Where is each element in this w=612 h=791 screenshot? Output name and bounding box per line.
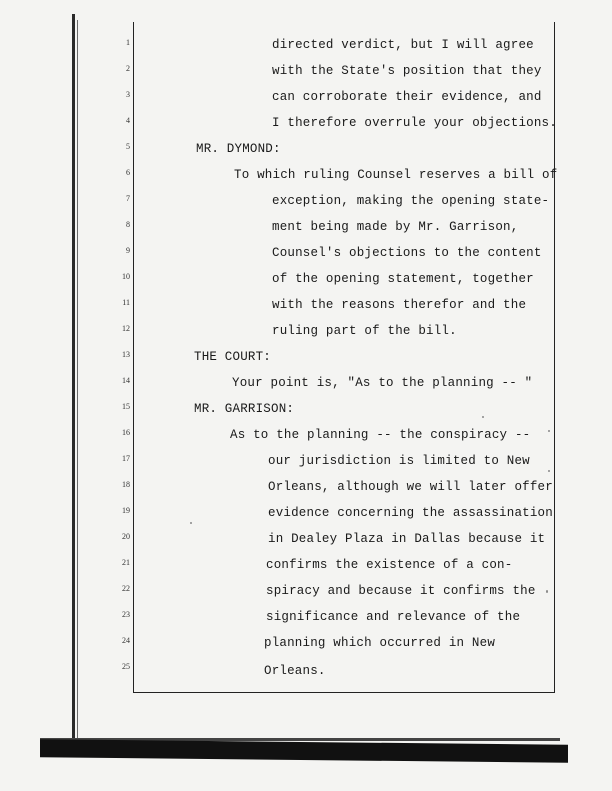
speaker-label: THE COURT: [194,350,272,364]
transcript-line: our jurisdiction is limited to New [268,454,530,468]
scan-speck [482,416,484,418]
transcript-line: I therefore overrule your objections. [272,116,557,130]
line-number: 23 [122,610,130,619]
line-number: 8 [126,220,130,229]
line-number: 9 [126,246,130,255]
line-number: 19 [122,506,130,515]
line-number: 16 [122,428,130,437]
line-number: 20 [122,532,130,541]
line-number: 7 [126,194,130,203]
transcript-line: To which ruling Counsel reserves a bill of [234,168,558,182]
bottom-edge-bar [40,739,568,763]
line-number: 17 [122,454,130,463]
transcript-line: Counsel's objections to the content [272,246,542,260]
left-margin-rule-inner [77,20,78,740]
transcript-line: ment being made by Mr. Garrison, [272,220,519,234]
line-number: 11 [122,298,130,307]
transcript-line: with the reasons therefor and the [272,298,527,312]
transcript-line: with the State's position that they [272,64,542,78]
speaker-label: MR. DYMOND: [196,142,281,156]
line-number: 18 [122,480,130,489]
transcript-line: Orleans, although we will later offer [268,480,553,494]
line-number: 6 [126,168,130,177]
line-number: 15 [122,402,130,411]
transcript-line: planning which occurred in New [264,636,496,650]
transcript-line: of the opening statement, together [272,272,534,286]
line-number: 1 [126,38,130,47]
transcript-line: spiracy and because it confirms the [266,584,536,598]
line-number: 3 [126,90,130,99]
speaker-label: MR. GARRISON: [194,402,295,416]
transcript-line: confirms the existence of a con- [266,558,513,572]
line-number: 5 [126,142,130,151]
line-number: 14 [122,376,130,385]
line-number: 2 [126,64,130,73]
transcript-line: in Dealey Plaza in Dallas because it [268,532,546,546]
line-number: 21 [122,558,130,567]
transcript-line: Your point is, "As to the planning -- " [232,376,533,390]
line-number: 22 [122,584,130,593]
scan-speck [546,590,548,593]
transcript-line: evidence concerning the assassination [268,506,553,520]
transcript-line: Orleans. [264,664,326,678]
transcript-line: ruling part of the bill. [272,324,457,338]
line-number: 10 [122,272,130,281]
line-number: 13 [122,350,130,359]
left-margin-rule [72,14,75,744]
line-number: 25 [122,662,130,671]
transcript-line: significance and relevance of the [266,610,521,624]
line-number: 12 [122,324,130,333]
scan-speck [548,430,550,432]
line-number: 24 [122,636,130,645]
scan-speck [190,522,192,524]
transcript-line: exception, making the opening state- [272,194,550,208]
line-number: 4 [126,116,130,125]
scan-speck [548,470,550,472]
transcript-line: can corroborate their evidence, and [272,90,542,104]
transcript-line: directed verdict, but I will agree [272,38,534,52]
transcript-line: As to the planning -- the conspiracy -- [230,428,531,442]
